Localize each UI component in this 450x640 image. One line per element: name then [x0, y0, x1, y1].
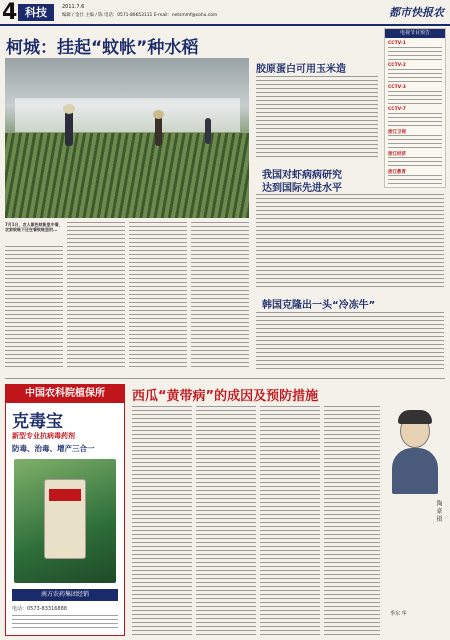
editor-line: 编辑 / 金仕 主编 / 陈 电话：0571-86653111 E-mail：netsmmf@sohu.com — [62, 13, 218, 18]
section-tag: 科技 — [18, 4, 54, 21]
lead-body-col-4 — [191, 222, 249, 370]
shrimp-headline-2: 达到国际先进水平 — [262, 183, 342, 194]
tv-channel: CCTV-1 — [388, 41, 406, 46]
paper-name: 都市快报农 — [389, 6, 444, 19]
author-portrait — [386, 410, 444, 496]
tv-channel: 浙江教育 — [388, 170, 406, 175]
bottom-author: 季东 华 — [390, 611, 407, 617]
corn-headline: 胶原蛋白可用玉米造 — [256, 64, 346, 75]
section-divider — [5, 378, 445, 379]
ad-slogan-1: 新型专业抗病毒药剂 — [12, 432, 75, 440]
masthead — [0, 0, 450, 26]
lead-body-col-2 — [67, 222, 125, 370]
lead-headline: 柯城：挂起“蚊帐”种水稻 — [6, 38, 199, 58]
tv-sidebar-title: 电视节目预告 — [385, 29, 445, 38]
bottom-body-col-2 — [196, 406, 256, 636]
bottom-headline: 西瓜“黄带病”的成因及预防措施 — [132, 389, 319, 404]
cattle-body — [256, 312, 444, 372]
photo-byline: 陶 豪 摄 — [435, 500, 442, 522]
bottom-body-col-1 — [132, 406, 192, 636]
ad-slogan-2: 防毒、治毒、增产三合一 — [12, 444, 95, 453]
ad-product-image — [14, 459, 116, 583]
tv-channel: 浙江卫视 — [388, 130, 406, 135]
issue-date: 2011.7.6 — [62, 4, 85, 10]
ad-company: 南方农药集团经销 — [12, 589, 118, 601]
bottom-body-col-4 — [324, 406, 380, 636]
shrimp-headline-1: 我国对虾病病研究 — [262, 170, 342, 181]
lead-caption: 7月1日，农人紫色蚊帐里中看，农家蚊帐下还在看蚊帐里的... — [5, 222, 63, 232]
page-number: 4 — [2, 0, 18, 25]
rice-field-photo — [5, 58, 249, 218]
corn-body — [256, 76, 378, 158]
tv-channel: 浙江经济 — [388, 152, 406, 157]
ad-brand: 克毒宝 — [12, 412, 63, 432]
lead-body-col-3 — [129, 222, 187, 370]
shrimp-body — [256, 194, 444, 290]
bottom-body-col-3 — [260, 406, 320, 636]
ad-banner: 中国农科院植保所 — [6, 385, 124, 403]
cattle-headline: 韩国克隆出一头“冷冻牛” — [262, 300, 376, 311]
tv-channel: CCTV-7 — [388, 107, 406, 112]
ad-phone: 电话：0573-83316888 — [12, 606, 67, 612]
tv-channel: CCTV-2 — [388, 63, 406, 68]
lead-body-col-1 — [5, 246, 63, 370]
tv-channel: CCTV-3 — [388, 85, 406, 90]
ad-block — [5, 384, 125, 636]
tv-sidebar — [384, 28, 446, 188]
